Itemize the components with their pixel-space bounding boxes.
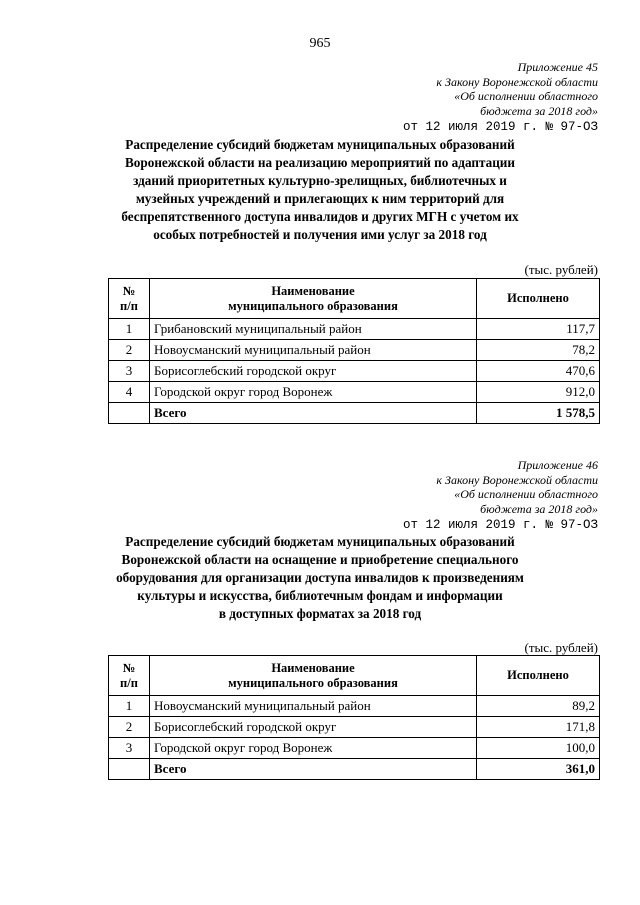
row-amount: 171,8 xyxy=(477,717,600,738)
appendix-law-line: бюджета за 2018 год» xyxy=(480,103,598,118)
appendix-title: Приложение 46 xyxy=(517,458,598,472)
title-line: музейных учреждений и прилегающих к ним территорий для xyxy=(135,191,505,206)
row-number: 3 xyxy=(109,361,150,382)
header-number: № п/п xyxy=(109,656,150,696)
row-amount: 89,2 xyxy=(477,696,600,717)
appendix-law-line: «Об исполнении областного xyxy=(454,89,598,103)
row-number: 3 xyxy=(109,738,150,759)
law-reference: от 12 июля 2019 г. № 97-ОЗ xyxy=(402,518,598,532)
title-line: оборудования для организации доступа инвалидов к произведениям xyxy=(116,570,524,585)
row-municipality: Борисоглебский городской округ xyxy=(150,717,477,738)
header-executed: Исполнено xyxy=(477,656,600,696)
units-label: (тыс. рублей) xyxy=(524,262,598,277)
row-amount: 78,2 xyxy=(477,340,600,361)
total-amount: 1 578,5 xyxy=(477,403,600,424)
table-row xyxy=(109,696,600,717)
appendix-law-line: бюджета за 2018 год» xyxy=(480,501,598,516)
table-row xyxy=(109,717,600,738)
subsidy-table xyxy=(108,278,600,424)
appendix-law-line: к Закону Воронежской области xyxy=(436,74,598,89)
document-title xyxy=(100,136,540,244)
law-reference: от 12 июля 2019 г. № 97-ОЗ xyxy=(402,120,598,134)
appendix-block xyxy=(403,60,598,135)
row-number: 1 xyxy=(109,319,150,340)
total-number-cell xyxy=(109,403,150,424)
row-number: 1 xyxy=(109,696,150,717)
subsidy-table xyxy=(108,655,600,780)
total-number-cell xyxy=(109,759,150,780)
units-label: (тыс. рублей) xyxy=(524,640,598,655)
title-line: Распределение субсидий бюджетам муниципальных образований xyxy=(125,137,515,152)
row-number: 4 xyxy=(109,382,150,403)
total-amount: 361,0 xyxy=(477,759,600,780)
table-header-row xyxy=(109,656,600,696)
row-amount: 470,6 xyxy=(477,361,600,382)
title-line: беспрепятственного доступа инвалидов и других МГН с учетом их xyxy=(121,209,519,224)
row-municipality: Новоусманский муниципальный район xyxy=(150,340,477,361)
table-total-row xyxy=(109,403,600,424)
row-amount: 912,0 xyxy=(477,382,600,403)
row-amount: 100,0 xyxy=(477,738,600,759)
header-name: Наименование муниципального образования xyxy=(150,656,477,696)
row-municipality: Грибановский муниципальный район xyxy=(150,319,477,340)
header-name: Наименование муниципального образования xyxy=(150,279,477,319)
table-row xyxy=(109,738,600,759)
row-municipality: Новоусманский муниципальный район xyxy=(150,696,477,717)
total-label: Всего xyxy=(150,759,477,780)
row-municipality: Городской округ город Воронеж xyxy=(150,382,477,403)
appendix-law-line: «Об исполнении областного xyxy=(454,487,598,501)
appendix-title: Приложение 45 xyxy=(517,60,598,74)
header-executed: Исполнено xyxy=(477,279,600,319)
appendix-law-line: к Закону Воронежской области xyxy=(436,472,598,487)
title-line: Воронежской области на оснащение и приобретение специального xyxy=(121,552,519,567)
table-row xyxy=(109,319,600,340)
header-number: № п/п xyxy=(109,279,150,319)
table-total-row xyxy=(109,759,600,780)
document-title xyxy=(100,533,540,623)
title-line: Воронежской области на реализацию мероприятий по адаптации xyxy=(125,155,515,170)
row-amount: 117,7 xyxy=(477,319,600,340)
title-line: Распределение субсидий бюджетам муниципальных образований xyxy=(125,534,515,549)
table-row xyxy=(109,382,600,403)
table-row xyxy=(109,361,600,382)
title-line: особых потребностей и получения ими услуг за 2018 год xyxy=(153,227,487,242)
table-row xyxy=(109,340,600,361)
title-line: культуры и искусства, библиотечным фондам и информации xyxy=(137,588,503,603)
title-line: в доступных форматах за 2018 год xyxy=(218,606,422,621)
row-number: 2 xyxy=(109,340,150,361)
page-number: 965 xyxy=(309,36,331,51)
appendix-block xyxy=(403,458,598,533)
title-line: зданий приоритетных культурно-зрелищных, библиотечных и xyxy=(133,173,507,188)
row-municipality: Борисоглебский городской округ xyxy=(150,361,477,382)
table-header-row xyxy=(109,279,600,319)
total-label: Всего xyxy=(150,403,477,424)
row-number: 2 xyxy=(109,717,150,738)
row-municipality: Городской округ город Воронеж xyxy=(150,738,477,759)
